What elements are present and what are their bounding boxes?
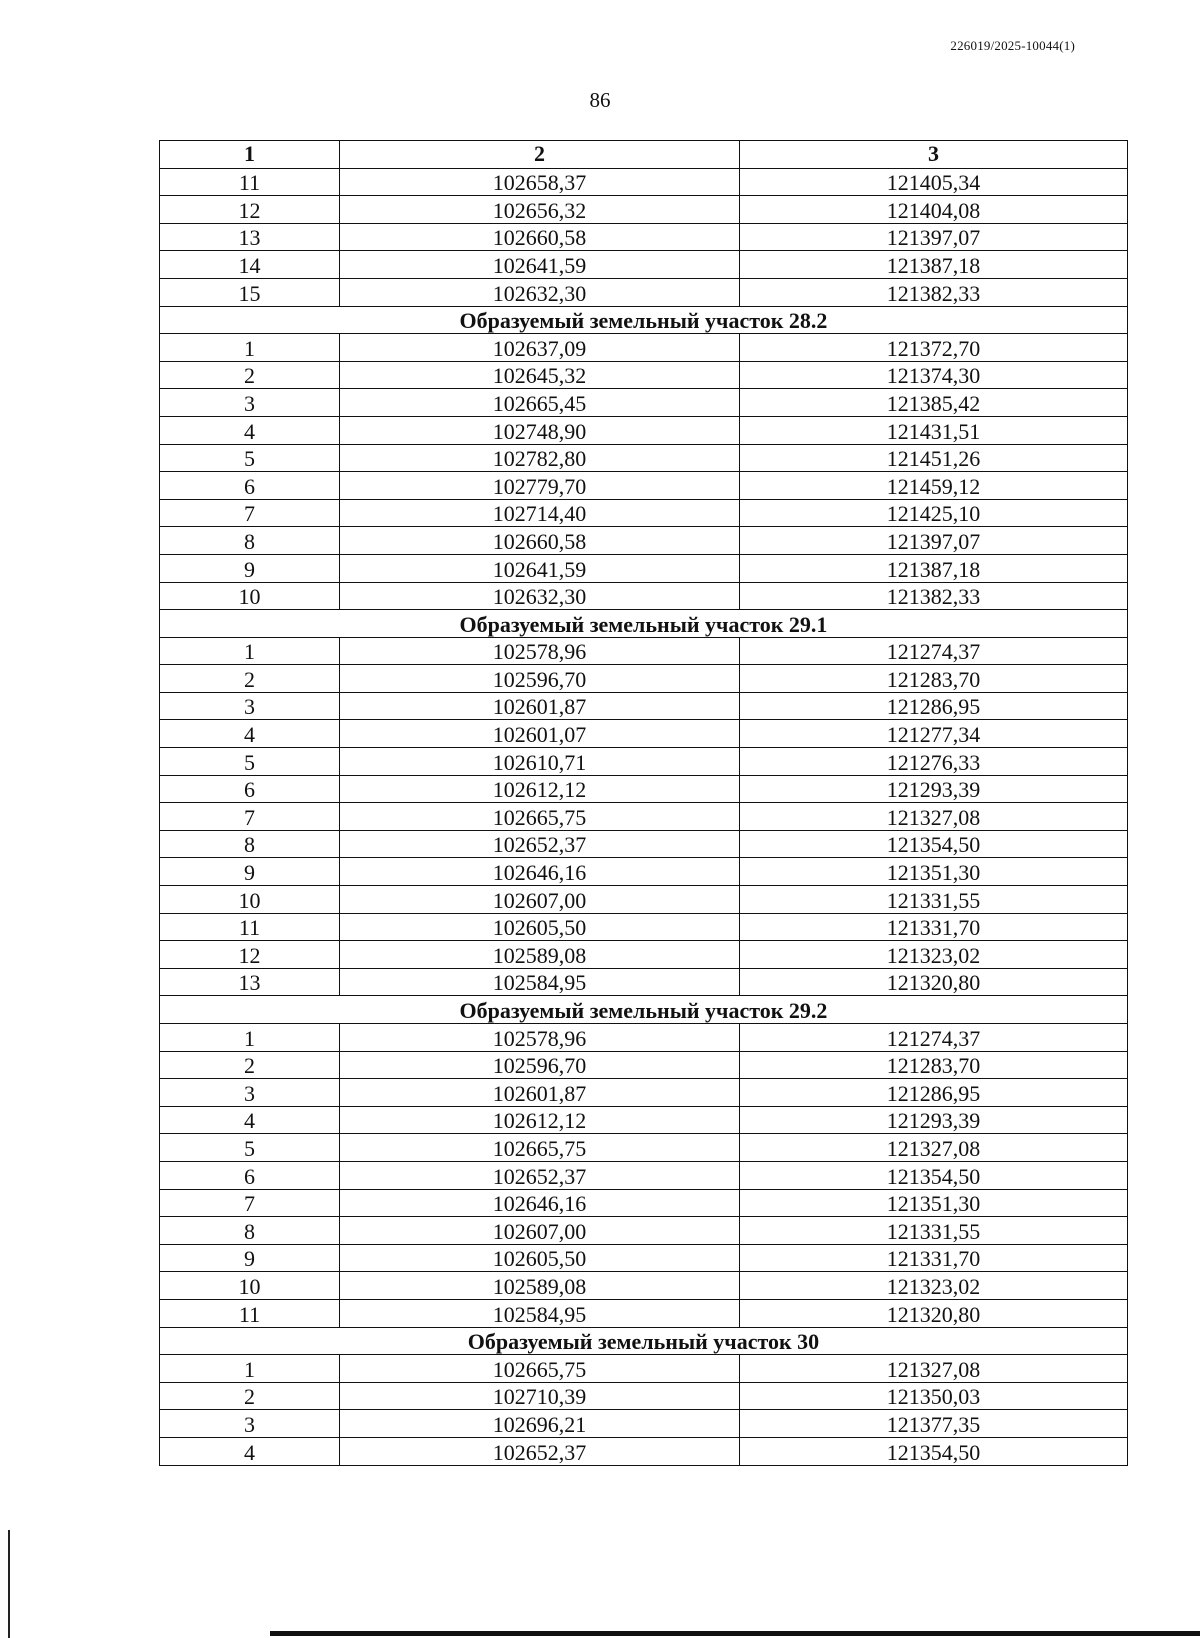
x-coordinate-cell: 102696,21 bbox=[340, 1410, 740, 1438]
point-number-cell: 8 bbox=[160, 527, 340, 555]
point-number-cell: 10 bbox=[160, 582, 340, 610]
point-number-cell: 11 bbox=[160, 168, 340, 196]
point-number-cell: 3 bbox=[160, 1410, 340, 1438]
table-row bbox=[160, 1106, 1128, 1134]
x-coordinate-cell: 102605,50 bbox=[340, 1244, 740, 1272]
point-number-cell: 6 bbox=[160, 1161, 340, 1189]
section-title: Образуемый земельный участок 28.2 bbox=[160, 306, 1128, 334]
table-row bbox=[160, 748, 1128, 776]
table-row bbox=[160, 1410, 1128, 1438]
y-coordinate-cell: 121327,08 bbox=[740, 803, 1128, 831]
x-coordinate-cell: 102665,75 bbox=[340, 1355, 740, 1383]
y-coordinate-cell: 121351,30 bbox=[740, 858, 1128, 886]
y-coordinate-cell: 121382,33 bbox=[740, 278, 1128, 306]
point-number-cell: 8 bbox=[160, 830, 340, 858]
point-number-cell: 1 bbox=[160, 637, 340, 665]
x-coordinate-cell: 102710,39 bbox=[340, 1382, 740, 1410]
point-number-cell: 2 bbox=[160, 1051, 340, 1079]
table-row bbox=[160, 582, 1128, 610]
y-coordinate-cell: 121286,95 bbox=[740, 1079, 1128, 1107]
table-row bbox=[160, 1189, 1128, 1217]
table-row bbox=[160, 637, 1128, 665]
y-coordinate-cell: 121451,26 bbox=[740, 444, 1128, 472]
y-coordinate-cell: 121425,10 bbox=[740, 499, 1128, 527]
y-coordinate-cell: 121354,50 bbox=[740, 1161, 1128, 1189]
point-number-cell: 11 bbox=[160, 1299, 340, 1327]
x-coordinate-cell: 102610,71 bbox=[340, 748, 740, 776]
y-coordinate-cell: 121397,07 bbox=[740, 527, 1128, 555]
x-coordinate-cell: 102601,87 bbox=[340, 692, 740, 720]
coordinates-table bbox=[159, 140, 1128, 1466]
column-header-y: 3 bbox=[740, 141, 1128, 169]
x-coordinate-cell: 102748,90 bbox=[340, 416, 740, 444]
table-row bbox=[160, 278, 1128, 306]
point-number-cell: 13 bbox=[160, 223, 340, 251]
y-coordinate-cell: 121354,50 bbox=[740, 830, 1128, 858]
y-coordinate-cell: 121274,37 bbox=[740, 1024, 1128, 1052]
table-row bbox=[160, 968, 1128, 996]
x-coordinate-cell: 102665,75 bbox=[340, 1134, 740, 1162]
x-coordinate-cell: 102607,00 bbox=[340, 886, 740, 914]
x-coordinate-cell: 102658,37 bbox=[340, 168, 740, 196]
point-number-cell: 2 bbox=[160, 361, 340, 389]
table-row bbox=[160, 1244, 1128, 1272]
table-row bbox=[160, 1437, 1128, 1465]
y-coordinate-cell: 121320,80 bbox=[740, 968, 1128, 996]
table-row bbox=[160, 416, 1128, 444]
y-coordinate-cell: 121404,08 bbox=[740, 196, 1128, 224]
point-number-cell: 9 bbox=[160, 858, 340, 886]
point-number-cell: 5 bbox=[160, 748, 340, 776]
table-row bbox=[160, 554, 1128, 582]
point-number-cell: 3 bbox=[160, 692, 340, 720]
table-row bbox=[160, 692, 1128, 720]
table-row bbox=[160, 1299, 1128, 1327]
point-number-cell: 12 bbox=[160, 196, 340, 224]
page-number: 86 bbox=[589, 88, 611, 112]
x-coordinate-cell: 102589,08 bbox=[340, 1272, 740, 1300]
point-number-cell: 14 bbox=[160, 251, 340, 279]
x-coordinate-cell: 102596,70 bbox=[340, 665, 740, 693]
point-number-cell: 9 bbox=[160, 554, 340, 582]
point-number-cell: 10 bbox=[160, 1272, 340, 1300]
table-row bbox=[160, 444, 1128, 472]
section-row bbox=[160, 996, 1128, 1024]
x-coordinate-cell: 102596,70 bbox=[340, 1051, 740, 1079]
point-number-cell: 4 bbox=[160, 416, 340, 444]
y-coordinate-cell: 121327,08 bbox=[740, 1134, 1128, 1162]
y-coordinate-cell: 121293,39 bbox=[740, 775, 1128, 803]
x-coordinate-cell: 102578,96 bbox=[340, 1024, 740, 1052]
point-number-cell: 8 bbox=[160, 1217, 340, 1245]
document-number: 226019/2025-10044(1) bbox=[950, 38, 1075, 53]
x-coordinate-cell: 102665,45 bbox=[340, 389, 740, 417]
section-row bbox=[160, 1327, 1128, 1355]
y-coordinate-cell: 121276,33 bbox=[740, 748, 1128, 776]
point-number-cell: 3 bbox=[160, 1079, 340, 1107]
y-coordinate-cell: 121350,03 bbox=[740, 1382, 1128, 1410]
table-row bbox=[160, 1134, 1128, 1162]
x-coordinate-cell: 102637,09 bbox=[340, 334, 740, 362]
y-coordinate-cell: 121331,55 bbox=[740, 886, 1128, 914]
column-header-number: 1 bbox=[160, 141, 340, 169]
point-number-cell: 4 bbox=[160, 1106, 340, 1134]
table-row bbox=[160, 1217, 1128, 1245]
point-number-cell: 5 bbox=[160, 444, 340, 472]
y-coordinate-cell: 121283,70 bbox=[740, 1051, 1128, 1079]
x-coordinate-cell: 102641,59 bbox=[340, 554, 740, 582]
x-coordinate-cell: 102632,30 bbox=[340, 278, 740, 306]
y-coordinate-cell: 121331,55 bbox=[740, 1217, 1128, 1245]
point-number-cell: 1 bbox=[160, 334, 340, 362]
section-title: Образуемый земельный участок 29.1 bbox=[160, 610, 1128, 638]
x-coordinate-cell: 102601,87 bbox=[340, 1079, 740, 1107]
y-coordinate-cell: 121323,02 bbox=[740, 1272, 1128, 1300]
x-coordinate-cell: 102779,70 bbox=[340, 472, 740, 500]
y-coordinate-cell: 121372,70 bbox=[740, 334, 1128, 362]
y-coordinate-cell: 121385,42 bbox=[740, 389, 1128, 417]
point-number-cell: 7 bbox=[160, 803, 340, 831]
table-row bbox=[160, 775, 1128, 803]
table-row bbox=[160, 1161, 1128, 1189]
y-coordinate-cell: 121405,34 bbox=[740, 168, 1128, 196]
table-row bbox=[160, 1024, 1128, 1052]
table-row bbox=[160, 858, 1128, 886]
y-coordinate-cell: 121459,12 bbox=[740, 472, 1128, 500]
x-coordinate-cell: 102660,58 bbox=[340, 527, 740, 555]
y-coordinate-cell: 121387,18 bbox=[740, 554, 1128, 582]
y-coordinate-cell: 121431,51 bbox=[740, 416, 1128, 444]
x-coordinate-cell: 102646,16 bbox=[340, 1189, 740, 1217]
table-row bbox=[160, 389, 1128, 417]
x-coordinate-cell: 102652,37 bbox=[340, 830, 740, 858]
section-row bbox=[160, 306, 1128, 334]
table-row bbox=[160, 720, 1128, 748]
table-row bbox=[160, 941, 1128, 969]
point-number-cell: 4 bbox=[160, 1437, 340, 1465]
y-coordinate-cell: 121283,70 bbox=[740, 665, 1128, 693]
section-row bbox=[160, 610, 1128, 638]
y-coordinate-cell: 121274,37 bbox=[740, 637, 1128, 665]
x-coordinate-cell: 102612,12 bbox=[340, 775, 740, 803]
table-header-row bbox=[160, 141, 1128, 169]
point-number-cell: 5 bbox=[160, 1134, 340, 1162]
table-row bbox=[160, 886, 1128, 914]
table-row bbox=[160, 334, 1128, 362]
x-coordinate-cell: 102665,75 bbox=[340, 803, 740, 831]
x-coordinate-cell: 102584,95 bbox=[340, 968, 740, 996]
y-coordinate-cell: 121354,50 bbox=[740, 1437, 1128, 1465]
point-number-cell: 4 bbox=[160, 720, 340, 748]
x-coordinate-cell: 102660,58 bbox=[340, 223, 740, 251]
point-number-cell: 10 bbox=[160, 886, 340, 914]
table-row bbox=[160, 251, 1128, 279]
column-header-x: 2 bbox=[340, 141, 740, 169]
point-number-cell: 9 bbox=[160, 1244, 340, 1272]
table-row bbox=[160, 527, 1128, 555]
y-coordinate-cell: 121397,07 bbox=[740, 223, 1128, 251]
x-coordinate-cell: 102656,32 bbox=[340, 196, 740, 224]
point-number-cell: 2 bbox=[160, 1382, 340, 1410]
x-coordinate-cell: 102601,07 bbox=[340, 720, 740, 748]
x-coordinate-cell: 102782,80 bbox=[340, 444, 740, 472]
x-coordinate-cell: 102584,95 bbox=[340, 1299, 740, 1327]
x-coordinate-cell: 102578,96 bbox=[340, 637, 740, 665]
y-coordinate-cell: 121320,80 bbox=[740, 1299, 1128, 1327]
table-row bbox=[160, 1051, 1128, 1079]
table-row bbox=[160, 361, 1128, 389]
point-number-cell: 3 bbox=[160, 389, 340, 417]
table-row bbox=[160, 1355, 1128, 1383]
point-number-cell: 15 bbox=[160, 278, 340, 306]
x-coordinate-cell: 102589,08 bbox=[340, 941, 740, 969]
table-row bbox=[160, 1382, 1128, 1410]
x-coordinate-cell: 102607,00 bbox=[340, 1217, 740, 1245]
point-number-cell: 7 bbox=[160, 1189, 340, 1217]
table-row bbox=[160, 472, 1128, 500]
table-row bbox=[160, 665, 1128, 693]
y-coordinate-cell: 121327,08 bbox=[740, 1355, 1128, 1383]
point-number-cell: 7 bbox=[160, 499, 340, 527]
table-row bbox=[160, 913, 1128, 941]
y-coordinate-cell: 121331,70 bbox=[740, 1244, 1128, 1272]
point-number-cell: 13 bbox=[160, 968, 340, 996]
table-row bbox=[160, 1272, 1128, 1300]
point-number-cell: 2 bbox=[160, 665, 340, 693]
left-scan-edge bbox=[8, 1530, 10, 1638]
bottom-scan-border bbox=[270, 1631, 1200, 1636]
y-coordinate-cell: 121277,34 bbox=[740, 720, 1128, 748]
x-coordinate-cell: 102714,40 bbox=[340, 499, 740, 527]
table-row bbox=[160, 803, 1128, 831]
y-coordinate-cell: 121374,30 bbox=[740, 361, 1128, 389]
table-row bbox=[160, 499, 1128, 527]
table-body bbox=[160, 168, 1128, 1465]
point-number-cell: 6 bbox=[160, 775, 340, 803]
point-number-cell: 1 bbox=[160, 1355, 340, 1383]
table-row bbox=[160, 168, 1128, 196]
x-coordinate-cell: 102646,16 bbox=[340, 858, 740, 886]
x-coordinate-cell: 102641,59 bbox=[340, 251, 740, 279]
y-coordinate-cell: 121323,02 bbox=[740, 941, 1128, 969]
x-coordinate-cell: 102632,30 bbox=[340, 582, 740, 610]
x-coordinate-cell: 102652,37 bbox=[340, 1437, 740, 1465]
table-row bbox=[160, 196, 1128, 224]
y-coordinate-cell: 121382,33 bbox=[740, 582, 1128, 610]
y-coordinate-cell: 121377,35 bbox=[740, 1410, 1128, 1438]
y-coordinate-cell: 121331,70 bbox=[740, 913, 1128, 941]
x-coordinate-cell: 102652,37 bbox=[340, 1161, 740, 1189]
y-coordinate-cell: 121351,30 bbox=[740, 1189, 1128, 1217]
point-number-cell: 12 bbox=[160, 941, 340, 969]
y-coordinate-cell: 121286,95 bbox=[740, 692, 1128, 720]
x-coordinate-cell: 102645,32 bbox=[340, 361, 740, 389]
table-row bbox=[160, 223, 1128, 251]
table-row bbox=[160, 1079, 1128, 1107]
point-number-cell: 11 bbox=[160, 913, 340, 941]
y-coordinate-cell: 121293,39 bbox=[740, 1106, 1128, 1134]
section-title: Образуемый земельный участок 30 bbox=[160, 1327, 1128, 1355]
table-row bbox=[160, 830, 1128, 858]
point-number-cell: 1 bbox=[160, 1024, 340, 1052]
x-coordinate-cell: 102612,12 bbox=[340, 1106, 740, 1134]
y-coordinate-cell: 121387,18 bbox=[740, 251, 1128, 279]
x-coordinate-cell: 102605,50 bbox=[340, 913, 740, 941]
point-number-cell: 6 bbox=[160, 472, 340, 500]
section-title: Образуемый земельный участок 29.2 bbox=[160, 996, 1128, 1024]
